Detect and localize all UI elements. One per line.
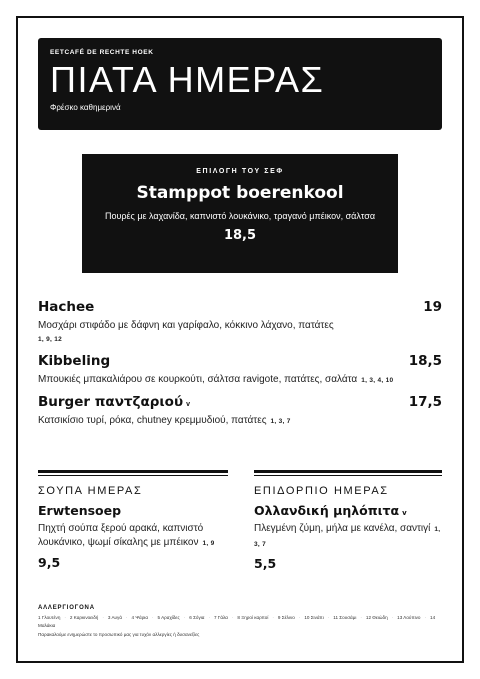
soup-heading: ΣΟΥΠΑ ΗΜΕΡΑΣ	[38, 485, 143, 497]
menu-header	[38, 38, 442, 130]
dessert-name: Ολλανδική μηλόπιτα	[254, 503, 400, 518]
dish-name-wrap	[38, 352, 113, 370]
dish-description-wrap	[38, 414, 442, 428]
allergen-entry: 6 Σόγια	[189, 615, 205, 620]
allergen-entry: 11 Σουσάμι	[333, 615, 357, 620]
dish-item	[38, 298, 442, 346]
allergen-separator: ·	[208, 615, 210, 620]
allergen-entry: 2 Καρκινοειδή	[69, 615, 99, 620]
dish-row	[38, 352, 442, 370]
dessert-section	[254, 470, 442, 571]
dessert-heading: ΕΠΙΔΟΡΠΙΟ ΗΜΕΡΑΣ	[254, 485, 389, 497]
allergen-title: ΑΛΛΕΡΓΙΟΓΟΝΑ	[38, 605, 95, 611]
dish-name-wrap	[38, 298, 97, 316]
allergen-entry: 8 Ξηροί καρποί	[237, 615, 269, 620]
dish-item	[38, 393, 442, 428]
dish-name: Hachee	[38, 299, 95, 315]
soup-section	[38, 470, 228, 570]
chef-special-box	[82, 154, 398, 273]
dish-price: 17,5	[408, 394, 442, 410]
restaurant-name: EETCAFÉ DE RECHTE HOEK	[50, 49, 154, 56]
dish-allergens: 1, 9, 12	[38, 336, 63, 343]
allergen-entry: 14 Μαλάκια	[38, 615, 436, 628]
allergen-note: Παρακαλούμε ενημερώστε το προσωπικό μας για τυχόν αλλεργίες ή δυσανεξίες	[38, 632, 200, 637]
allergen-entry: 7 Γάλα	[213, 615, 228, 620]
allergen-separator: ·	[391, 615, 394, 620]
allergen-entry: 3 Αυγά	[107, 615, 123, 620]
dish-price: 18,5	[408, 353, 442, 369]
allergen-separator: ·	[298, 615, 301, 620]
allergen-separator: ·	[64, 615, 66, 620]
section-rule-thin	[254, 475, 442, 476]
section-rule	[38, 470, 228, 473]
soup-allergens: 1, 9	[202, 540, 215, 547]
dish-name: Kibbeling	[38, 353, 111, 369]
allergen-entry: 10 Σινάπι	[304, 615, 324, 620]
chef-special-kicker: ΕΠΙΛΟΓΗ ΤΟΥ ΣΕΦ	[196, 168, 284, 175]
dish-row	[38, 298, 442, 316]
vegetarian-badge: v	[402, 509, 407, 517]
allergen-separator: ·	[183, 615, 186, 620]
allergen-list	[38, 614, 442, 630]
allergen-separator: ·	[327, 615, 330, 620]
vegetarian-badge: v	[186, 401, 190, 408]
allergen-entry: 4 Ψάρια	[131, 615, 148, 620]
dish-allergens: 1, 3, 4, 10	[361, 377, 394, 384]
dessert-description-wrap	[254, 522, 442, 552]
soup-name: Erwtensoep	[38, 503, 122, 518]
dish-allergens: 1, 3, 7	[270, 418, 291, 425]
allergen-legend	[38, 605, 442, 637]
allergen-entry: 13 Λούπινο	[397, 615, 421, 620]
dessert-allergens: 1, 3, 7	[254, 526, 441, 548]
dish-price: 19	[423, 299, 442, 315]
allergen-separator: ·	[360, 615, 362, 620]
page-title: ΠΙΑΤΑ ΗΜΕΡΑΣ	[50, 59, 325, 100]
dessert-description: Πλεγμένη ζύμη, μήλα με κανέλα, σαντιγί	[254, 523, 431, 534]
section-rule-thin	[38, 475, 228, 476]
soup-price: 9,5	[38, 555, 61, 570]
dish-name-wrap	[38, 393, 190, 411]
allergen-separator: ·	[102, 615, 104, 620]
dish-row	[38, 393, 442, 411]
chef-special-description: Πουρές με λαχανίδα, καπνιστό λουκάνικο, τραγανό μπέικον, σάλτσα	[104, 211, 376, 221]
dish-description-wrap	[38, 319, 442, 346]
dish-description-wrap	[38, 373, 442, 387]
allergen-separator: ·	[272, 615, 274, 620]
dessert-price: 5,5	[254, 556, 277, 571]
dish-list	[38, 298, 442, 434]
section-rule	[254, 470, 442, 473]
dish-item	[38, 352, 442, 387]
allergen-entry: 9 Σέλινο	[277, 615, 295, 620]
chef-special-price: 18,5	[223, 228, 257, 243]
allergen-separator: ·	[424, 615, 427, 620]
allergen-separator: ·	[126, 615, 128, 620]
dish-description: Κατσικίσιο τυρί, ρόκα, chutney κρεμμυδιού, πατάτες	[38, 415, 267, 426]
allergen-entry: 5 Αραχίδες	[157, 615, 180, 620]
dessert-name-wrap	[254, 503, 442, 518]
dish-description: Μοσχάρι στιφάδο με δάφνη και γαρίφαλο, κόκκινο λάχανο, πατάτες	[38, 320, 334, 331]
allergen-separator: ·	[152, 615, 154, 620]
soup-description-wrap	[38, 522, 228, 551]
allergen-entry: 12 Θειώδη	[365, 615, 388, 620]
chef-special-title: Stamppot boerenkool	[136, 183, 344, 203]
dish-name: Burger παντζαριού	[38, 394, 184, 410]
soup-description: Πηχτή σούπα ξερού αρακά, καπνιστό λουκάνικο, ψωμί σίκαλης με μπέικον	[38, 523, 204, 548]
dish-description: Μπουκιές μπακαλιάρου σε κουρκούτι, σάλτσα ravigote, πατάτες, σαλάτα	[38, 374, 358, 385]
page-subtitle: Φρέσκο καθημερινά	[50, 103, 121, 112]
allergen-entry: 1 Γλουτένη	[38, 615, 61, 620]
allergen-separator: ·	[231, 615, 234, 620]
